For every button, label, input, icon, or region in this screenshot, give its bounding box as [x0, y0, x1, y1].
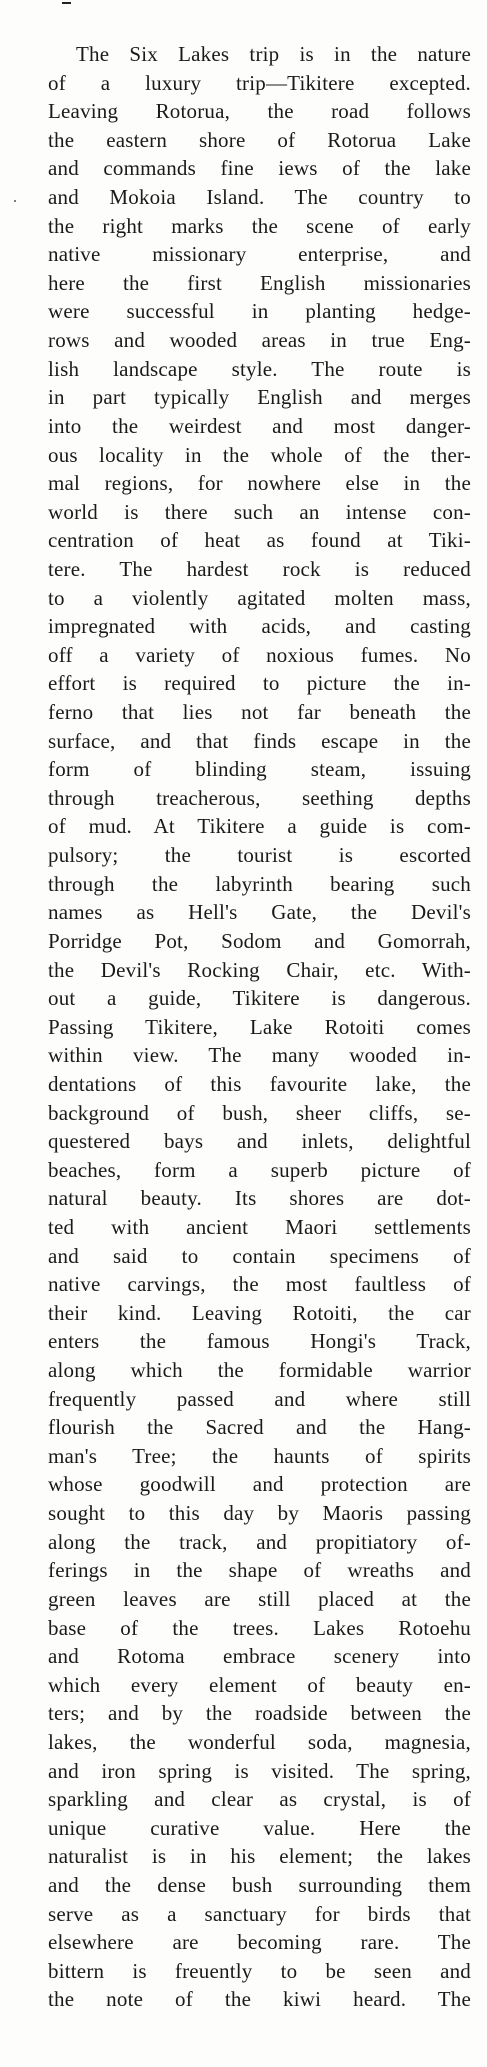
article-line: sparkling and clear as crystal, is of — [48, 1787, 471, 1812]
article-line: Porridge Pot, Sodom and Gomorrah, — [48, 928, 471, 953]
article-line: through the labyrinth bearing such — [48, 871, 471, 896]
article-line: and the dense bush surrounding them — [48, 1873, 471, 1897]
article-line: beaches, form a superb picture of — [48, 1157, 471, 1182]
article-line: mal regions, for nowhere else in the — [48, 471, 471, 496]
article-line: ferings in the shape of wreaths and — [48, 1558, 471, 1583]
article-line: to a violently agitated molten mass, — [48, 585, 471, 610]
article-line: here the first English missionaries — [48, 270, 471, 295]
article-line: form of blinding steam, issuing — [48, 757, 471, 782]
article-line: lakes, the wonderful soda, magnesia, — [48, 1729, 471, 1754]
article-line: whose goodwill and protection are — [48, 1472, 471, 1497]
article-line: unique curative value. Here the — [48, 1815, 471, 1840]
article-line: native missionary enterprise, and — [48, 242, 471, 267]
article-line: in part typically English and merges — [48, 385, 471, 410]
article-line: natural beauty. Its shores are dot- — [48, 1186, 471, 1211]
article-line: names as Hell's Gate, the Devil's — [48, 900, 471, 925]
article-line: and Mokoia Island. The country to — [48, 185, 471, 210]
article-line: into the weirdest and most danger- — [48, 413, 471, 438]
article-line: ous locality in the whole of the ther- — [48, 442, 471, 467]
article-line: rows and wooded areas in true Eng- — [48, 328, 471, 353]
article-line: were successful in planting hedge- — [48, 299, 471, 324]
article-line: along the track, and propitiatory of- — [48, 1529, 471, 1554]
article-line: the eastern shore of Rotorua Lake — [48, 127, 471, 152]
article-line: lish landscape style. The route is — [48, 356, 471, 381]
top-rule-mark — [62, 2, 71, 4]
article-line: questered bays and inlets, delightful — [48, 1129, 471, 1154]
article-first-line: The Six Lakes trip is in the nature — [76, 42, 471, 66]
article-line: sought to this day by Maoris passing — [48, 1501, 471, 1526]
article-line: of mud. At Tikitere a guide is com- — [48, 814, 471, 839]
article-line: which every element of beauty en- — [48, 1672, 471, 1697]
article-line: frequently passed and where still — [48, 1386, 471, 1411]
article-line: man's Tree; the haunts of spirits — [48, 1443, 471, 1468]
article-line: centration of heat as found at Tiki- — [48, 528, 471, 553]
article-line: ters; and by the roadside between the — [48, 1701, 471, 1726]
article-line: the note of the kiwi heard. The — [48, 1987, 471, 2012]
article-line: world is there such an intense con- — [48, 499, 471, 524]
article-line: and iron spring is visited. The spring, — [48, 1758, 471, 1783]
article-line: elsewhere are becoming rare. The — [48, 1930, 471, 1955]
article-line: impregnated with acids, and casting — [48, 614, 471, 639]
article-line: ted with ancient Maori settlements — [48, 1214, 471, 1239]
article-line: serve as a sanctuary for birds that — [48, 1901, 471, 1926]
margin-speck — [14, 200, 16, 202]
article-line: bittern is freuently to be seen and — [48, 1958, 471, 1983]
article-line: Leaving Rotorua, the road follows — [48, 99, 471, 124]
article-line: flourish the Sacred and the Hang- — [48, 1415, 471, 1440]
article-line: dentations of this favourite lake, the — [48, 1071, 471, 1096]
article-line: background of bush, sheer cliffs, se- — [48, 1100, 471, 1125]
article-line: base of the trees. Lakes Rotoehu — [48, 1615, 471, 1640]
article-line: and said to contain specimens of — [48, 1243, 471, 1268]
article-line: Passing Tikitere, Lake Rotoiti comes — [48, 1014, 471, 1039]
article-line: and Rotoma embrace scenery into — [48, 1644, 471, 1669]
article-line: and commands fine iews of the lake — [48, 156, 471, 181]
article-line: surface, and that finds escape in the — [48, 728, 471, 753]
article-line: ferno that lies not far beneath the — [48, 700, 471, 725]
article-line: within view. The many wooded in- — [48, 1043, 471, 1068]
article-line: native carvings, the most faultless of — [48, 1272, 471, 1297]
article-column — [48, 40, 471, 2014]
article-line: enters the famous Hongi's Track, — [48, 1329, 471, 1354]
article-line: green leaves are still placed at the — [48, 1586, 471, 1611]
article-line: effort is required to picture the in- — [48, 671, 471, 696]
article-line: the Devil's Rocking Chair, etc. With- — [48, 957, 471, 982]
article-line: along which the formidable warrior — [48, 1358, 471, 1383]
article-line: off a variety of noxious fumes. No — [48, 642, 471, 667]
article-line: out a guide, Tikitere is dangerous. — [48, 986, 471, 1011]
article-line: tere. The hardest rock is reduced — [48, 556, 471, 581]
article-line: naturalist is in his element; the lakes — [48, 1844, 471, 1869]
article-line: pulsory; the tourist is escorted — [48, 843, 471, 868]
article-line: through treacherous, seething depths — [48, 785, 471, 810]
article-line: their kind. Leaving Rotoiti, the car — [48, 1300, 471, 1325]
article-line: of a luxury trip—Tikitere excepted. — [48, 70, 471, 95]
article-line: the right marks the scene of early — [48, 213, 471, 238]
